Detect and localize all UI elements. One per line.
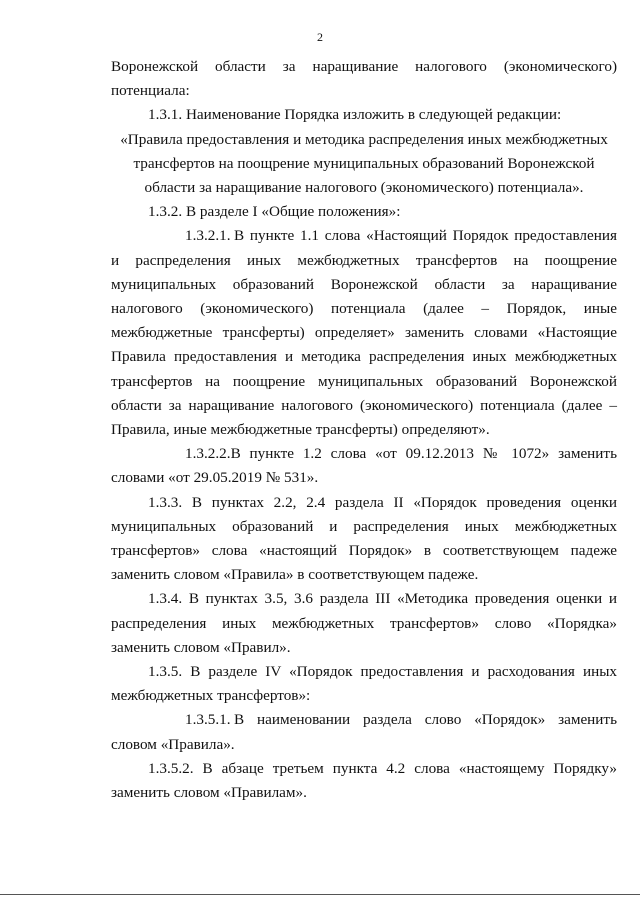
paragraph-1-3-2: 1.3.2. В разделе I «Общие положения»: <box>148 203 401 221</box>
paragraph-continuation: Воронежской области за наращивание налогового (экономического) потенциала: <box>111 58 617 100</box>
paragraph-1-3-4: 1.3.4. В пунктах 3.5, 3.6 раздела III «Методика проведения оценки и распределения иных межбюджетных трансфертов» слово «Порядка» заменить словом «Правил». <box>111 590 617 656</box>
paragraph-1-3-2-1 <box>111 224 617 442</box>
paragraph-1-3-2-2 <box>111 442 617 490</box>
clause-text: В пункте 1.2 слова «от 09.12.2013 № 1072» заменить словами «от 29.05.2019 № 531». <box>111 445 617 487</box>
clause-text: В пункте 1.1 слова «Настоящий Порядок предоставления и распределения иных межбюджетных трансфертов на поощрение муниципальных образований Воронежской области за наращивание налогового (экономического) потенциала (далее – Порядок, иные межбюджетные трансферты) определяет» заменить словами «Настоящие Правила предоставления и методика распределения иных межбюджетных трансфертов на поощрение муниципальных образований Воронежской области за наращивание налогового (экономического) потенциала (далее – Правила, иные межбюджетные трансферты) определяют». <box>111 227 617 439</box>
bottom-divider <box>0 894 640 895</box>
clause-text: В наименовании раздела слово «Порядок» заменить словом «Правила». <box>111 711 617 753</box>
paragraph-new-title: «Правила предоставления и методика распределения иных межбюджетных трансфертов на поощрение муниципальных образований Воронежской области за наращивание налогового (экономического) потенциала». <box>120 130 608 197</box>
paragraph-1-3-3: 1.3.3. В пунктах 2.2, 2.4 раздела II «Порядок проведения оценки муниципальных образований и распределения иных межбюджетных трансфертов» слова «настоящий Порядок» в соответствующем падеже заменить словом «Правила» в соответствующем падеже. <box>111 493 617 584</box>
document-body <box>111 55 617 805</box>
page-number: 2 <box>317 30 323 44</box>
paragraph-1-3-5-2: 1.3.5.2. В абзаце третьем пункта 4.2 слова «настоящему Порядку» заменить словом «Правилам». <box>111 759 617 802</box>
paragraph-1-3-1: 1.3.1. Наименование Порядка изложить в следующей редакции: <box>148 106 562 124</box>
paragraph-1-3-5-1 <box>111 708 617 756</box>
paragraph-1-3-5: 1.3.5. В разделе IV «Порядок предоставления и расходования иных межбюджетных трансфертов»: <box>111 663 617 705</box>
clause-number: 1.3.5.1. <box>185 711 231 729</box>
clause-number: 1.3.2.2. <box>185 445 231 463</box>
clause-number: 1.3.2.1. <box>185 227 231 245</box>
